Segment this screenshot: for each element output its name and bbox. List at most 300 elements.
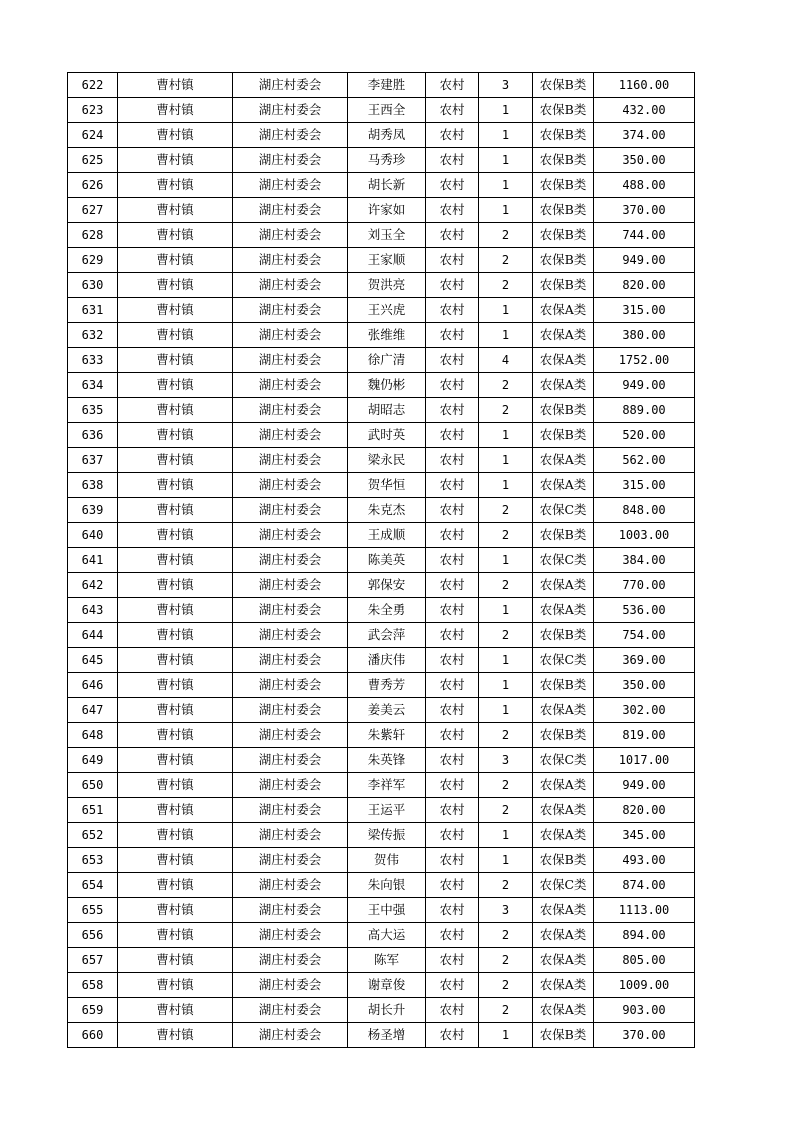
name-cell: 王西全 [348,98,426,123]
household-type-cell: 农村 [426,573,479,598]
family-size-cell: 4 [479,348,533,373]
amount-cell: 370.00 [594,1023,695,1048]
row-number: 658 [68,973,118,998]
row-number: 651 [68,798,118,823]
row-number: 649 [68,748,118,773]
village-committee-cell: 湖庄村委会 [233,998,348,1023]
village-committee-cell: 湖庄村委会 [233,223,348,248]
amount-cell: 889.00 [594,398,695,423]
name-cell: 贺华恒 [348,473,426,498]
amount-cell: 903.00 [594,998,695,1023]
village-committee-cell: 湖庄村委会 [233,1023,348,1048]
town-cell: 曹村镇 [118,898,233,923]
insurance-category-cell: 农保A类 [533,373,594,398]
table-row [68,173,695,198]
household-type-cell: 农村 [426,623,479,648]
family-size-cell: 2 [479,623,533,648]
town-cell: 曹村镇 [118,348,233,373]
amount-cell: 894.00 [594,923,695,948]
insurance-category-cell: 农保B类 [533,848,594,873]
town-cell: 曹村镇 [118,498,233,523]
town-cell: 曹村镇 [118,198,233,223]
town-cell: 曹村镇 [118,948,233,973]
household-type-cell: 农村 [426,423,479,448]
row-number: 643 [68,598,118,623]
name-cell: 武会萍 [348,623,426,648]
table-row [68,698,695,723]
row-number: 626 [68,173,118,198]
row-number: 641 [68,548,118,573]
row-number: 648 [68,723,118,748]
table-row [68,523,695,548]
name-cell: 贺伟 [348,848,426,873]
village-committee-cell: 湖庄村委会 [233,123,348,148]
town-cell: 曹村镇 [118,523,233,548]
household-type-cell: 农村 [426,898,479,923]
village-committee-cell: 湖庄村委会 [233,673,348,698]
name-cell: 胡长升 [348,998,426,1023]
row-number: 655 [68,898,118,923]
town-cell: 曹村镇 [118,73,233,98]
amount-cell: 1017.00 [594,748,695,773]
village-committee-cell: 湖庄村委会 [233,573,348,598]
household-type-cell: 农村 [426,398,479,423]
village-committee-cell: 湖庄村委会 [233,748,348,773]
amount-cell: 520.00 [594,423,695,448]
row-number: 638 [68,473,118,498]
household-type-cell: 农村 [426,848,479,873]
row-number: 633 [68,348,118,373]
town-cell: 曹村镇 [118,323,233,348]
name-cell: 胡秀凤 [348,123,426,148]
family-size-cell: 2 [479,373,533,398]
name-cell: 马秀珍 [348,148,426,173]
family-size-cell: 1 [479,173,533,198]
village-committee-cell: 湖庄村委会 [233,523,348,548]
village-committee-cell: 湖庄村委会 [233,273,348,298]
amount-cell: 350.00 [594,148,695,173]
table-row [68,398,695,423]
family-size-cell: 2 [479,998,533,1023]
insurance-category-cell: 农保C类 [533,548,594,573]
village-committee-cell: 湖庄村委会 [233,823,348,848]
town-cell: 曹村镇 [118,723,233,748]
table-row [68,648,695,673]
name-cell: 魏仍彬 [348,373,426,398]
town-cell: 曹村镇 [118,448,233,473]
amount-cell: 302.00 [594,698,695,723]
insurance-category-cell: 农保B类 [533,148,594,173]
village-committee-cell: 湖庄村委会 [233,398,348,423]
insurance-category-cell: 农保B类 [533,273,594,298]
roster-body [68,73,695,1048]
table-row [68,898,695,923]
town-cell: 曹村镇 [118,248,233,273]
amount-cell: 1752.00 [594,348,695,373]
village-committee-cell: 湖庄村委会 [233,698,348,723]
row-number: 627 [68,198,118,223]
amount-cell: 1009.00 [594,973,695,998]
household-type-cell: 农村 [426,698,479,723]
village-committee-cell: 湖庄村委会 [233,248,348,273]
table-row [68,348,695,373]
amount-cell: 374.00 [594,123,695,148]
name-cell: 王兴虎 [348,298,426,323]
insurance-category-cell: 农保A类 [533,798,594,823]
family-size-cell: 2 [479,573,533,598]
table-row [68,1023,695,1048]
family-size-cell: 1 [479,323,533,348]
name-cell: 朱全勇 [348,598,426,623]
household-type-cell: 农村 [426,1023,479,1048]
village-committee-cell: 湖庄村委会 [233,498,348,523]
household-type-cell: 农村 [426,198,479,223]
village-committee-cell: 湖庄村委会 [233,923,348,948]
town-cell: 曹村镇 [118,398,233,423]
name-cell: 梁传振 [348,823,426,848]
town-cell: 曹村镇 [118,873,233,898]
table-row [68,148,695,173]
village-committee-cell: 湖庄村委会 [233,173,348,198]
town-cell: 曹村镇 [118,848,233,873]
table-row [68,823,695,848]
table-row [68,223,695,248]
village-committee-cell: 湖庄村委会 [233,723,348,748]
household-type-cell: 农村 [426,948,479,973]
town-cell: 曹村镇 [118,273,233,298]
amount-cell: 770.00 [594,573,695,598]
amount-cell: 345.00 [594,823,695,848]
table-row [68,973,695,998]
village-committee-cell: 湖庄村委会 [233,98,348,123]
village-committee-cell: 湖庄村委会 [233,898,348,923]
insurance-category-cell: 农保B类 [533,173,594,198]
row-number: 657 [68,948,118,973]
household-type-cell: 农村 [426,773,479,798]
name-cell: 姜美云 [348,698,426,723]
amount-cell: 848.00 [594,498,695,523]
row-number: 637 [68,448,118,473]
household-type-cell: 农村 [426,498,479,523]
insurance-category-cell: 农保B类 [533,98,594,123]
name-cell: 胡昭志 [348,398,426,423]
table-row [68,623,695,648]
row-number: 628 [68,223,118,248]
insurance-category-cell: 农保C类 [533,873,594,898]
amount-cell: 488.00 [594,173,695,198]
insurance-category-cell: 农保B类 [533,198,594,223]
table-row [68,923,695,948]
amount-cell: 493.00 [594,848,695,873]
insurance-category-cell: 农保A类 [533,923,594,948]
village-committee-cell: 湖庄村委会 [233,648,348,673]
row-number: 645 [68,648,118,673]
town-cell: 曹村镇 [118,923,233,948]
family-size-cell: 1 [479,473,533,498]
household-type-cell: 农村 [426,598,479,623]
name-cell: 徐广清 [348,348,426,373]
household-type-cell: 农村 [426,673,479,698]
table-row [68,598,695,623]
town-cell: 曹村镇 [118,98,233,123]
insurance-category-cell: 农保A类 [533,298,594,323]
household-type-cell: 农村 [426,723,479,748]
amount-cell: 536.00 [594,598,695,623]
insurance-category-cell: 农保B类 [533,423,594,448]
table-row [68,548,695,573]
row-number: 656 [68,923,118,948]
town-cell: 曹村镇 [118,673,233,698]
household-type-cell: 农村 [426,548,479,573]
household-type-cell: 农村 [426,173,479,198]
table-row [68,498,695,523]
insurance-category-cell: 农保A类 [533,823,594,848]
household-type-cell: 农村 [426,748,479,773]
name-cell: 王中强 [348,898,426,923]
amount-cell: 315.00 [594,298,695,323]
row-number: 623 [68,98,118,123]
family-size-cell: 1 [479,198,533,223]
household-type-cell: 农村 [426,98,479,123]
town-cell: 曹村镇 [118,1023,233,1048]
household-type-cell: 农村 [426,998,479,1023]
insurance-category-cell: 农保A类 [533,898,594,923]
table-row [68,998,695,1023]
row-number: 642 [68,573,118,598]
town-cell: 曹村镇 [118,698,233,723]
row-number: 624 [68,123,118,148]
town-cell: 曹村镇 [118,573,233,598]
row-number: 660 [68,1023,118,1048]
name-cell: 谢章俊 [348,973,426,998]
household-type-cell: 农村 [426,298,479,323]
family-size-cell: 2 [479,798,533,823]
household-type-cell: 农村 [426,448,479,473]
family-size-cell: 2 [479,873,533,898]
name-cell: 郭保安 [348,573,426,598]
town-cell: 曹村镇 [118,473,233,498]
name-cell: 朱英锋 [348,748,426,773]
row-number: 625 [68,148,118,173]
household-type-cell: 农村 [426,523,479,548]
name-cell: 王运平 [348,798,426,823]
name-cell: 杨圣增 [348,1023,426,1048]
family-size-cell: 2 [479,973,533,998]
household-type-cell: 农村 [426,373,479,398]
table-row [68,423,695,448]
town-cell: 曹村镇 [118,773,233,798]
family-size-cell: 2 [479,723,533,748]
insurance-category-cell: 农保A类 [533,448,594,473]
family-size-cell: 2 [479,223,533,248]
table-row [68,198,695,223]
amount-cell: 1113.00 [594,898,695,923]
table-row [68,123,695,148]
insurance-category-cell: 农保A类 [533,598,594,623]
row-number: 630 [68,273,118,298]
family-size-cell: 1 [479,448,533,473]
town-cell: 曹村镇 [118,123,233,148]
family-size-cell: 2 [479,273,533,298]
village-committee-cell: 湖庄村委会 [233,323,348,348]
insurance-category-cell: 农保B类 [533,398,594,423]
village-committee-cell: 湖庄村委会 [233,973,348,998]
family-size-cell: 1 [479,423,533,448]
insurance-category-cell: 农保A类 [533,473,594,498]
amount-cell: 370.00 [594,198,695,223]
row-number: 654 [68,873,118,898]
name-cell: 张维维 [348,323,426,348]
name-cell: 陈美英 [348,548,426,573]
table-row [68,848,695,873]
table-row [68,748,695,773]
table-row [68,373,695,398]
insurance-category-cell: 农保A类 [533,698,594,723]
relief-roster-table [67,72,695,1048]
family-size-cell: 1 [479,673,533,698]
name-cell: 李建胜 [348,73,426,98]
row-number: 646 [68,673,118,698]
family-size-cell: 1 [479,123,533,148]
row-number: 647 [68,698,118,723]
table-row [68,873,695,898]
town-cell: 曹村镇 [118,823,233,848]
insurance-category-cell: 农保B类 [533,673,594,698]
household-type-cell: 农村 [426,473,479,498]
table-row [68,473,695,498]
name-cell: 刘玉全 [348,223,426,248]
family-size-cell: 2 [479,773,533,798]
row-number: 636 [68,423,118,448]
household-type-cell: 农村 [426,798,479,823]
amount-cell: 1160.00 [594,73,695,98]
insurance-category-cell: 农保B类 [533,1023,594,1048]
amount-cell: 380.00 [594,323,695,348]
row-number: 629 [68,248,118,273]
table-row [68,73,695,98]
insurance-category-cell: 农保B类 [533,73,594,98]
name-cell: 朱克杰 [348,498,426,523]
town-cell: 曹村镇 [118,623,233,648]
town-cell: 曹村镇 [118,423,233,448]
name-cell: 潘庆伟 [348,648,426,673]
amount-cell: 820.00 [594,798,695,823]
household-type-cell: 农村 [426,123,479,148]
name-cell: 高大运 [348,923,426,948]
amount-cell: 949.00 [594,773,695,798]
village-committee-cell: 湖庄村委会 [233,598,348,623]
village-committee-cell: 湖庄村委会 [233,73,348,98]
insurance-category-cell: 农保C类 [533,748,594,773]
town-cell: 曹村镇 [118,648,233,673]
household-type-cell: 农村 [426,323,479,348]
town-cell: 曹村镇 [118,598,233,623]
village-committee-cell: 湖庄村委会 [233,773,348,798]
name-cell: 武时英 [348,423,426,448]
insurance-category-cell: 农保C类 [533,648,594,673]
insurance-category-cell: 农保B类 [533,248,594,273]
household-type-cell: 农村 [426,248,479,273]
family-size-cell: 1 [479,698,533,723]
insurance-category-cell: 农保A类 [533,348,594,373]
row-number: 635 [68,398,118,423]
village-committee-cell: 湖庄村委会 [233,298,348,323]
name-cell: 王成顺 [348,523,426,548]
insurance-category-cell: 农保B类 [533,623,594,648]
name-cell: 贺洪亮 [348,273,426,298]
amount-cell: 949.00 [594,248,695,273]
family-size-cell: 2 [479,498,533,523]
insurance-category-cell: 农保A类 [533,323,594,348]
town-cell: 曹村镇 [118,173,233,198]
amount-cell: 1003.00 [594,523,695,548]
name-cell: 朱紫轩 [348,723,426,748]
insurance-category-cell: 农保C类 [533,498,594,523]
name-cell: 李祥军 [348,773,426,798]
town-cell: 曹村镇 [118,223,233,248]
family-size-cell: 3 [479,748,533,773]
table-row [68,798,695,823]
town-cell: 曹村镇 [118,998,233,1023]
town-cell: 曹村镇 [118,548,233,573]
insurance-category-cell: 农保B类 [533,723,594,748]
row-number: 644 [68,623,118,648]
name-cell: 朱向银 [348,873,426,898]
table-row [68,273,695,298]
household-type-cell: 农村 [426,348,479,373]
family-size-cell: 2 [479,948,533,973]
table-row [68,323,695,348]
village-committee-cell: 湖庄村委会 [233,623,348,648]
amount-cell: 432.00 [594,98,695,123]
family-size-cell: 1 [479,648,533,673]
household-type-cell: 农村 [426,973,479,998]
amount-cell: 384.00 [594,548,695,573]
amount-cell: 369.00 [594,648,695,673]
family-size-cell: 2 [479,923,533,948]
village-committee-cell: 湖庄村委会 [233,473,348,498]
family-size-cell: 1 [479,548,533,573]
village-committee-cell: 湖庄村委会 [233,148,348,173]
village-committee-cell: 湖庄村委会 [233,848,348,873]
amount-cell: 949.00 [594,373,695,398]
insurance-category-cell: 农保A类 [533,998,594,1023]
village-committee-cell: 湖庄村委会 [233,448,348,473]
row-number: 622 [68,73,118,98]
table-row [68,573,695,598]
row-number: 640 [68,523,118,548]
table-row [68,948,695,973]
row-number: 652 [68,823,118,848]
village-committee-cell: 湖庄村委会 [233,798,348,823]
row-number: 659 [68,998,118,1023]
household-type-cell: 农村 [426,823,479,848]
town-cell: 曹村镇 [118,373,233,398]
name-cell: 梁永民 [348,448,426,473]
insurance-category-cell: 农保A类 [533,948,594,973]
family-size-cell: 1 [479,98,533,123]
household-type-cell: 农村 [426,923,479,948]
village-committee-cell: 湖庄村委会 [233,373,348,398]
amount-cell: 315.00 [594,473,695,498]
household-type-cell: 农村 [426,73,479,98]
amount-cell: 744.00 [594,223,695,248]
family-size-cell: 1 [479,148,533,173]
name-cell: 曹秀芳 [348,673,426,698]
village-committee-cell: 湖庄村委会 [233,423,348,448]
table-row [68,773,695,798]
table-row [68,673,695,698]
